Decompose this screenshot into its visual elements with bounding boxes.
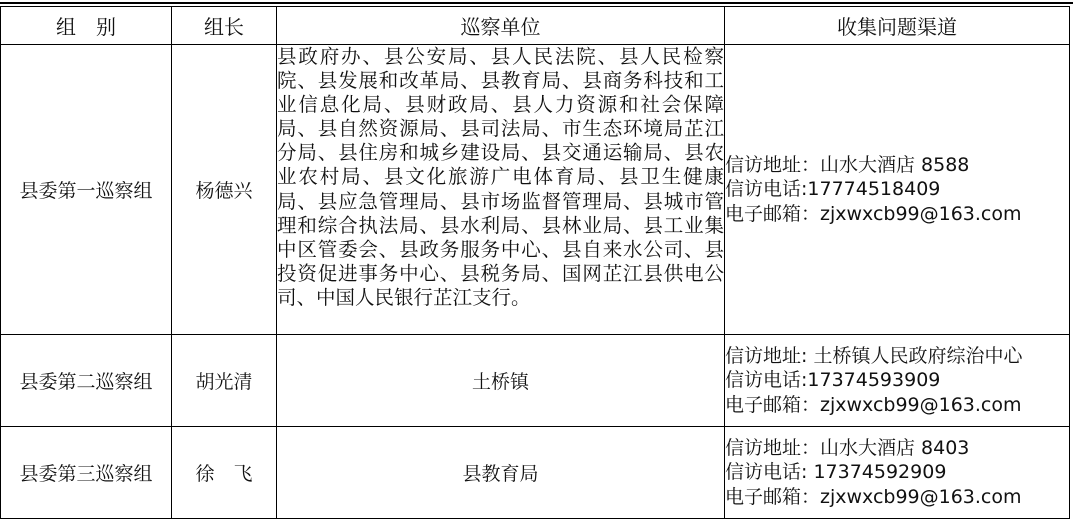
complaint-phone: 信访电话:17774518409 [725,178,941,201]
contact-cell [725,335,1070,427]
units-cell: 县政府办、县公安局、县人民法院、县人民检察院、县发展和改革局、县教育局、县商务科技和工业信息化局、县财政局、县人力资源和社会保障局、县自然资源局、县司法局、市生态环境局芷江分局、县住房和城乡建设局、县交通运输局、县农业农村局、县文化旅游广电体育局、县卫生健康局、县应急管理局、县市场监督管理局、县城市管理和综合执法局、县水利局、县林业局、县工业集中区管委会、县政务服务中心、县自来水公司、县投资促进事务中心、县税务局、国网芷江县供电公司、中国人民银行芷江支行。 [277,45,725,335]
complaint-address: 信访地址：山水大酒店 8588 [725,154,970,177]
header-units: 巡察单位 [277,7,725,45]
header-channels: 收集问题渠道 [725,7,1070,45]
units-cell: 县教育局 [277,427,725,519]
complaint-phone: 信访电话:17374593909 [725,369,941,392]
group-cell: 县委第二巡察组 [1,335,172,427]
table-row [1,427,1070,519]
complaint-address: 信访地址：山水大酒店 8403 [725,437,970,460]
units-cell: 土桥镇 [277,335,725,427]
inspection-assignment-table [0,6,1070,519]
complaint-address: 信访地址: 土桥镇人民政府综治中心 [725,345,1023,368]
complaint-email: 电子邮箱：zjxwxcb99@163.com [725,393,1022,416]
group-cell: 县委第一巡察组 [1,45,172,335]
table-row [1,335,1070,427]
leader-cell: 杨德兴 [172,45,277,335]
top-border-rule [0,2,1073,4]
header-group: 组 别 [1,7,172,45]
table-row [1,45,1070,335]
complaint-phone: 信访电话: 17374592909 [725,461,947,484]
leader-cell: 徐 飞 [172,427,277,519]
contact-cell [725,427,1070,519]
complaint-email: 电子邮箱：zjxwxcb99@163.com [725,485,1022,508]
table-header-row [1,7,1070,45]
header-leader: 组长 [172,7,277,45]
leader-cell: 胡光清 [172,335,277,427]
group-cell: 县委第三巡察组 [1,427,172,519]
complaint-email: 电子邮箱：zjxwxcb99@163.com [725,202,1022,225]
contact-cell [725,45,1070,335]
